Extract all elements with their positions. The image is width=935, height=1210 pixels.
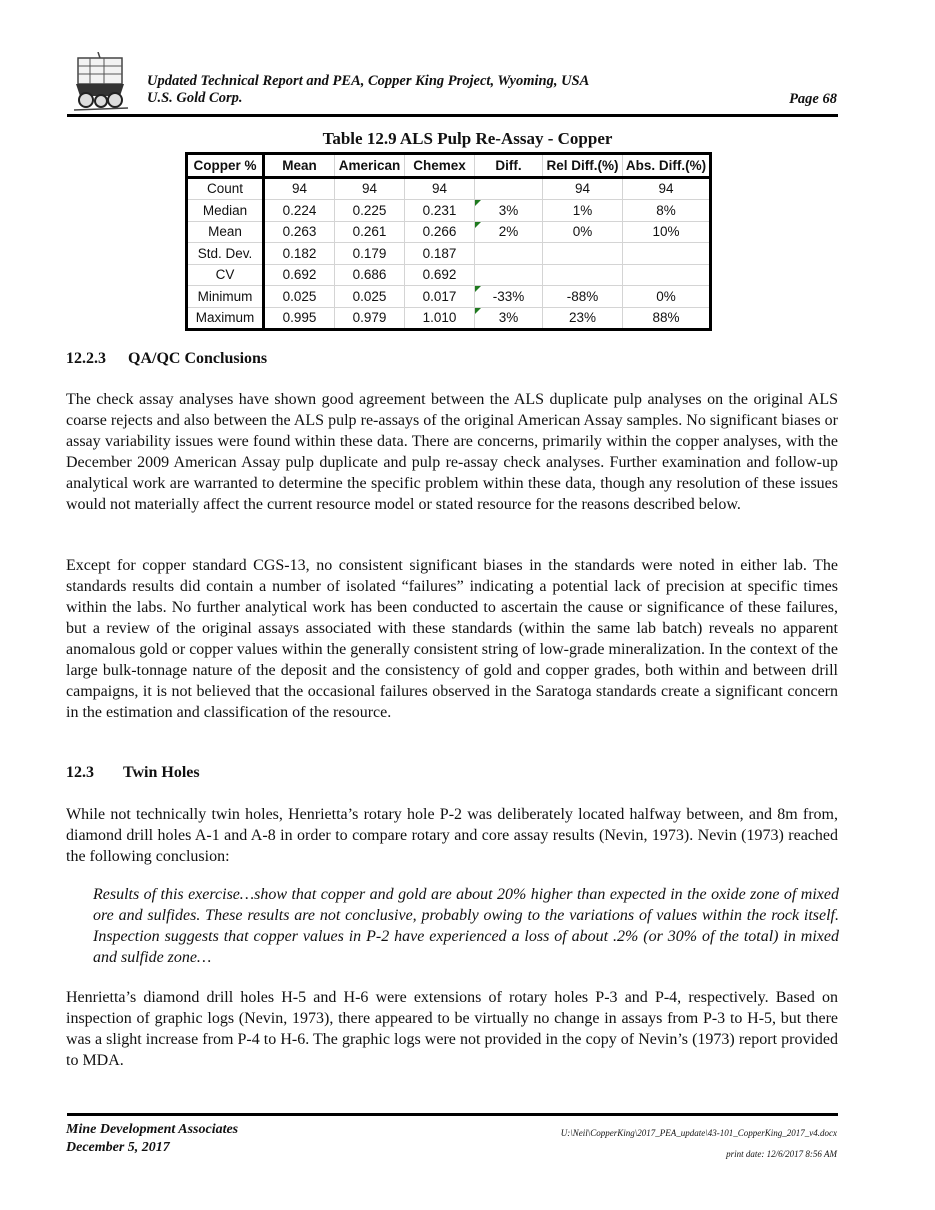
error-flag-icon — [475, 200, 481, 206]
cell-abs-diff: 88% — [623, 307, 711, 330]
section-heading-twin-holes — [66, 764, 200, 782]
cell-chemex: 0.692 — [405, 264, 475, 286]
cell-abs-diff — [623, 243, 711, 265]
cell-diff — [475, 243, 543, 265]
cell-american: 0.979 — [335, 307, 405, 330]
cell-chemex: 1.010 — [405, 307, 475, 330]
column-header: Rel Diff.(%) — [543, 154, 623, 178]
table-header-row — [187, 154, 711, 178]
cell-mean: 0.263 — [264, 221, 335, 243]
footer-file-path: U:\Neil\CopperKing\2017_PEA_update\43-101_CopperKing_2017_v4.docx — [560, 1128, 837, 1138]
cell-mean: 0.995 — [264, 307, 335, 330]
column-header: Copper % — [187, 154, 264, 178]
cell-diff-value: 3% — [498, 202, 519, 218]
cell-rel-diff — [543, 243, 623, 265]
column-header: Abs. Diff.(%) — [623, 154, 711, 178]
table-row — [187, 264, 711, 286]
cell-abs-diff: 8% — [623, 200, 711, 222]
assay-table — [185, 152, 712, 331]
cell-chemex: 0.187 — [405, 243, 475, 265]
footer-divider — [67, 1113, 838, 1116]
company-logo — [70, 52, 132, 114]
cell-american: 0.225 — [335, 200, 405, 222]
paragraph-twin-holes-intro: While not technically twin holes, Henrietta’s rotary hole P-2 was deliberately located halfway between, and 8m from, diamond drill holes A-1 and A-8 in order to compare rotary and core assay results (Nevin, 1973). Nevin (1973) reached the following conclusion: — [66, 806, 838, 865]
row-label: Maximum — [187, 307, 264, 330]
cell-american: 0.179 — [335, 243, 405, 265]
error-flag-icon — [475, 222, 481, 228]
cell-diff — [475, 307, 543, 330]
cell-american: 94 — [335, 177, 405, 200]
cell-abs-diff: 0% — [623, 286, 711, 308]
cell-diff — [475, 221, 543, 243]
cell-rel-diff — [543, 264, 623, 286]
table-row — [187, 200, 711, 222]
report-title — [147, 73, 589, 107]
cell-mean: 0.692 — [264, 264, 335, 286]
cell-rel-diff: 23% — [543, 307, 623, 330]
section-title: Twin Holes — [123, 764, 200, 781]
cell-diff-value: 3% — [498, 310, 519, 326]
cell-rel-diff: 0% — [543, 221, 623, 243]
header-divider — [67, 114, 838, 117]
cell-chemex: 94 — [405, 177, 475, 200]
cell-diff — [475, 286, 543, 308]
column-header: Chemex — [405, 154, 475, 178]
cell-chemex: 0.017 — [405, 286, 475, 308]
table-row — [187, 177, 711, 200]
cell-rel-diff: 94 — [543, 177, 623, 200]
row-label: Count — [187, 177, 264, 200]
footer-right — [561, 1123, 837, 1165]
section-number: 12.2.3 — [66, 350, 106, 367]
error-flag-icon — [475, 286, 481, 292]
column-header: Mean — [264, 154, 335, 178]
report-title-line2: U.S. Gold Corp. — [147, 90, 243, 106]
cell-chemex: 0.231 — [405, 200, 475, 222]
cell-rel-diff: -88% — [543, 286, 623, 308]
cell-diff-value: -33% — [492, 288, 525, 304]
paragraph-qaqc-2: Except for copper standard CGS-13, no consistent significant biases in the standards were noted in either lab. The standards results did contain a number of isolated “failures” indicating a potential lack of precision at specific times within the labs. No further analytical work has been conducted to ascertain the cause or significance of these failures, but a review of the original assays associated with these standards (within the same lab batch) reveals no apparent anomalous gold or copper values within the generally consistent string of low-grade mineralization. In the context of the large bulk-tonnage nature of the deposit and the consistency of gold and copper grades, both within and between drill campaigns, it is not believed that the occasional failures observed in the Saratoga standards create a significant concern in the estimation and classification of the resource. — [66, 557, 838, 721]
column-header: Diff. — [475, 154, 543, 178]
report-title-line1: Updated Technical Report and PEA, Copper King Project, Wyoming, USA — [147, 73, 590, 89]
cell-mean: 0.025 — [264, 286, 335, 308]
table-row — [187, 286, 711, 308]
row-label: Mean — [187, 221, 264, 243]
row-label: Std. Dev. — [187, 243, 264, 265]
assay-table-container — [185, 152, 712, 331]
cell-diff — [475, 177, 543, 200]
section-number: 12.3 — [66, 764, 94, 781]
cell-american: 0.686 — [335, 264, 405, 286]
section-heading-qaqc — [66, 350, 267, 368]
paragraph-twin-holes-closing: Henrietta’s diamond drill holes H-5 and H-6 were extensions of rotary holes P-3 and P-4, respectively. Based on inspection of graphic logs (Nevin, 1973), there appeared to be virtually no change in assays from P-3 to H-5, but there was a slight increase from P-4 to H-6. The graphic logs were not provided in the copy of Nevin’s (1973) report provided to MDA. — [66, 989, 838, 1069]
cell-mean: 94 — [264, 177, 335, 200]
page-number: Page 68 — [789, 91, 837, 107]
footer-company: Mine Development Associates — [66, 1122, 239, 1137]
paragraph-qaqc-1: The check assay analyses have shown good agreement between the ALS duplicate pulp analyses on the original ALS coarse rejects and also between the ALS pulp re-assays of the original American Assay samples. No significant biases or assay variability issues were found within these data. There are concerns, primarily within the copper analyses, with the December 2009 American Assay pulp duplicate and pulp re-assay check analyses. Further examination and follow-up analytical work are warranted to determine the specific problem within these data, though any resolution of these issues would not materially affect the current resource model or stated resource for the reasons described below. — [66, 391, 838, 513]
table-caption: Table 12.9 ALS Pulp Re-Assay - Copper — [322, 129, 613, 148]
cell-abs-diff: 94 — [623, 177, 711, 200]
mining-machine-logo-icon — [70, 52, 132, 114]
block-quote-nevin: Results of this exercise…show that copper and gold are about 20% higher than expected in the oxide zone of mixed ore and sulfides. These results are not conclusive, probably owing to the variations of values within the rock itself. Inspection suggests that copper values in P-2 have experienced a loss of about .2% (or 30% of the total) in mixed and sulfide zone… — [93, 886, 839, 966]
cell-diff — [475, 200, 543, 222]
cell-american: 0.025 — [335, 286, 405, 308]
column-header: American — [335, 154, 405, 178]
cell-abs-diff — [623, 264, 711, 286]
footer-date: December 5, 2017 — [66, 1140, 170, 1155]
table-row — [187, 221, 711, 243]
error-flag-icon — [475, 308, 481, 314]
row-label: Median — [187, 200, 264, 222]
cell-chemex: 0.266 — [405, 221, 475, 243]
footer-print-date: print date: 12/6/2017 8:56 AM — [726, 1149, 837, 1159]
cell-mean: 0.182 — [264, 243, 335, 265]
footer-left — [66, 1121, 238, 1157]
cell-diff-value: 2% — [498, 224, 519, 240]
table-row — [187, 243, 711, 265]
table-row — [187, 307, 711, 330]
row-label: CV — [187, 264, 264, 286]
cell-diff — [475, 264, 543, 286]
row-label: Minimum — [187, 286, 264, 308]
cell-mean: 0.224 — [264, 200, 335, 222]
cell-rel-diff: 1% — [543, 200, 623, 222]
cell-abs-diff: 10% — [623, 221, 711, 243]
section-title: QA/QC Conclusions — [128, 350, 268, 367]
cell-american: 0.261 — [335, 221, 405, 243]
